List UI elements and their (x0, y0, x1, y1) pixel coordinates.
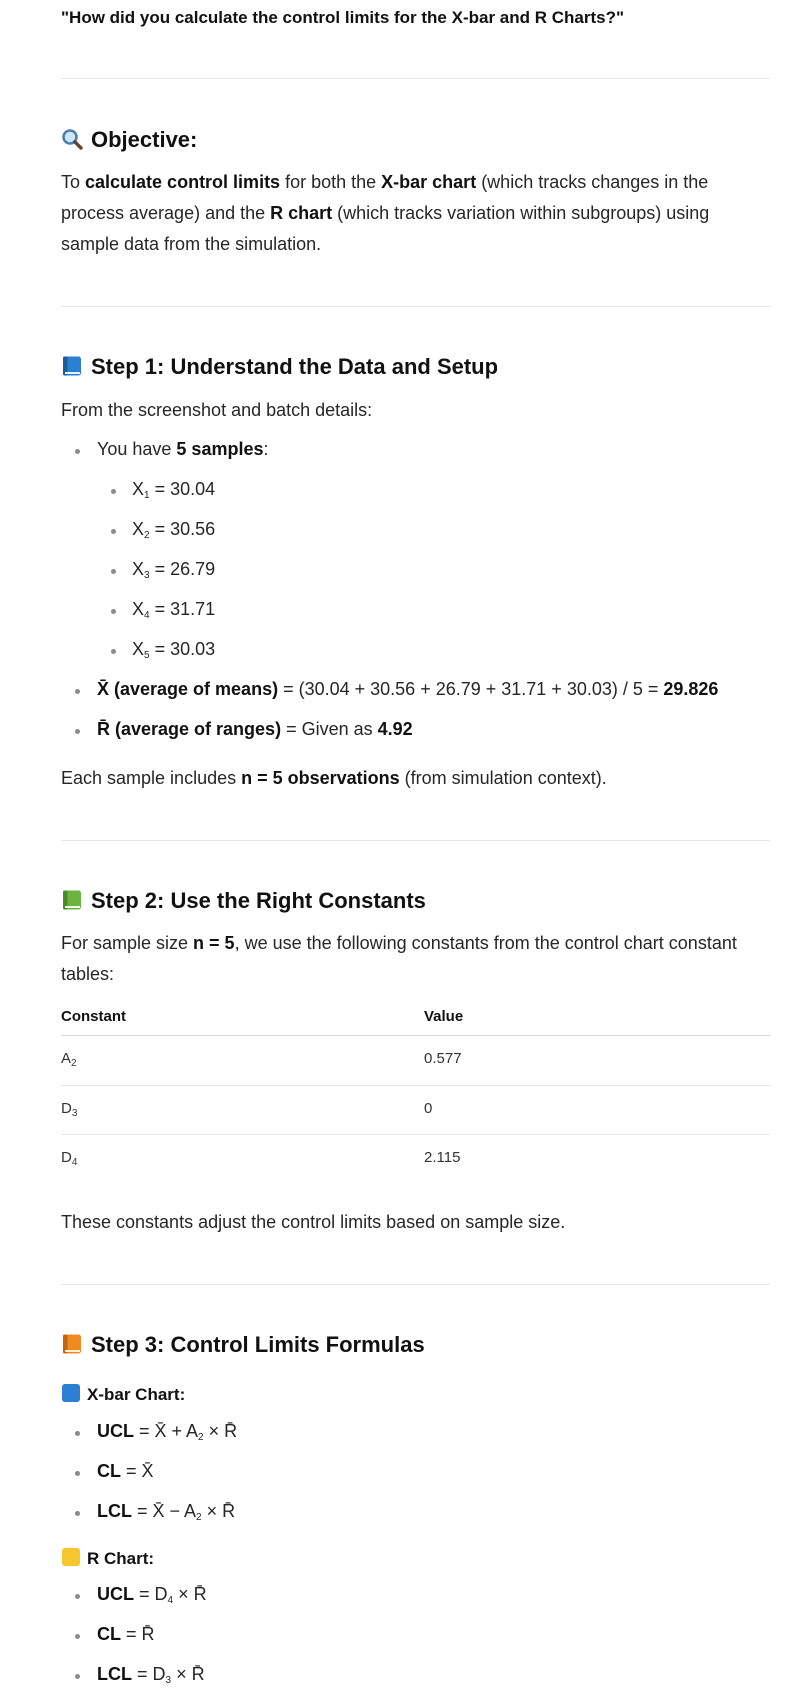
table-header-constant: Constant (61, 1008, 126, 1025)
sample-item (132, 479, 215, 501)
constants-table (61, 1003, 770, 1168)
bold-text: X-bar chart (381, 172, 477, 192)
bullet (75, 1634, 80, 1639)
text: = X̄ − A (132, 1501, 197, 1521)
text: X (132, 479, 145, 499)
green-book-icon (61, 889, 83, 911)
bullet (75, 1594, 80, 1599)
xbar-cl (97, 1461, 154, 1482)
bullet (111, 569, 116, 574)
bold-text: LCL (97, 1664, 132, 1684)
xbar-chart-title-text: X-bar Chart: (87, 1385, 186, 1404)
text: = 26.79 (149, 559, 216, 579)
subscript: 3 (165, 1675, 172, 1686)
text: = D (132, 1664, 166, 1684)
text: = Given as (281, 719, 378, 739)
bold-text: n = 5 observations (241, 768, 400, 788)
objective-heading-text: Objective: (91, 127, 198, 152)
bold-text: UCL (97, 1584, 134, 1604)
bullet (75, 449, 80, 454)
objective-heading (61, 127, 197, 153)
step2-intro (61, 928, 770, 990)
step1-outro (61, 763, 770, 794)
bullet (75, 1511, 80, 1516)
yellow-square-icon (61, 1547, 81, 1567)
divider (61, 78, 770, 79)
text: (which tracks changes in the process average) and the (61, 172, 709, 223)
text: You have (97, 439, 177, 459)
subscript: 2 (144, 530, 150, 541)
bullet (75, 1471, 80, 1476)
table-cell-constant (61, 1050, 77, 1069)
user-question: "How did you calculate the control limits for the X-bar and R Charts?" (61, 8, 625, 27)
step1-heading-text: Step 1: Understand the Data and Setup (91, 354, 499, 379)
bold-text: 5 samples (176, 439, 264, 459)
samples-summary (97, 439, 269, 460)
text: = 30.56 (149, 519, 216, 539)
bullet (75, 1674, 80, 1679)
text: D (61, 1100, 72, 1117)
text: X (132, 639, 145, 659)
text: × R̄ (201, 1501, 236, 1521)
magnifier-icon (61, 128, 83, 150)
table-header-value: Value (424, 1008, 464, 1025)
sample-item (132, 559, 215, 581)
subscript: 5 (144, 650, 150, 661)
table-header-rule (61, 1035, 770, 1036)
table-cell-value: 0 (424, 1100, 433, 1117)
step1-intro: From the screenshot and batch details: (61, 400, 373, 420)
table-row-rule (61, 1085, 770, 1086)
bold-text: R̄ (average of ranges) (97, 719, 282, 739)
text: : (263, 439, 269, 459)
text: (which tracks variation within subgroups) using sample data from the simulation. (61, 203, 710, 254)
sample-item (132, 599, 215, 621)
text: X (132, 599, 145, 619)
text: , we use the following constants from the control chart constant tables: (61, 933, 737, 984)
r-chart-title-text: R Chart: (87, 1549, 155, 1568)
text: D (61, 1149, 72, 1166)
divider (61, 840, 770, 841)
text: For sample size (61, 933, 194, 953)
step3-heading (61, 1332, 425, 1358)
r-cl (97, 1624, 155, 1645)
subscript: 2 (71, 1058, 77, 1069)
text: = X̄ + A (134, 1421, 199, 1441)
xbar-ucl (97, 1421, 237, 1443)
r-chart-title (61, 1547, 154, 1569)
r-ucl (97, 1584, 207, 1606)
blue-square-icon (61, 1383, 81, 1403)
bold-text: CL (97, 1461, 121, 1481)
text: A (61, 1050, 72, 1067)
subscript: 4 (71, 1157, 78, 1168)
step1-heading (61, 354, 498, 380)
text: = (30.04 + 30.56 + 26.79 + 31.71 + 30.03) / 5 = (278, 679, 664, 699)
text: × R̄ (173, 1584, 207, 1604)
step2-heading (61, 888, 426, 914)
bold-text: CL (97, 1624, 121, 1644)
table-cell-value: 0.577 (424, 1050, 462, 1067)
bold-text: 4.92 (377, 719, 413, 739)
text: = 31.71 (149, 599, 216, 619)
subscript: 1 (144, 490, 150, 501)
subscript: 4 (167, 1595, 174, 1606)
divider (61, 306, 770, 307)
text: X (132, 519, 145, 539)
text: To (61, 172, 86, 192)
divider (61, 1284, 770, 1285)
bullet (111, 529, 116, 534)
subscript: 4 (144, 610, 150, 621)
text: × R̄ (203, 1421, 238, 1441)
r-lcl (97, 1664, 205, 1686)
bold-text: UCL (97, 1421, 134, 1441)
text: = R̄ (121, 1624, 155, 1644)
bullet (75, 729, 80, 734)
xbar-lcl (97, 1501, 235, 1523)
bold-text: LCL (97, 1501, 132, 1521)
bold-text: X̄ (average of means) (97, 679, 279, 699)
xbar-average (97, 679, 718, 700)
rbar-average (97, 719, 413, 740)
sample-item (132, 519, 215, 541)
subscript: 3 (71, 1108, 78, 1119)
text: = X̄ (121, 1461, 154, 1481)
table-cell-value: 2.115 (424, 1149, 461, 1166)
xbar-chart-title (61, 1383, 185, 1405)
objective-paragraph (61, 167, 770, 260)
bullet (75, 1431, 80, 1436)
text: Each sample includes (61, 768, 242, 788)
subscript: 2 (198, 1432, 204, 1443)
text: for both the (280, 172, 382, 192)
orange-book-icon (61, 1333, 83, 1355)
table-cell-constant (61, 1100, 77, 1119)
bold-text: 29.826 (663, 679, 719, 699)
bold-text: R chart (270, 203, 333, 223)
text: = D (134, 1584, 168, 1604)
bold-text: n = 5 (193, 933, 235, 953)
text: (from simulation context). (399, 768, 607, 788)
table-cell-constant (61, 1149, 77, 1168)
bullet (111, 609, 116, 614)
text: = 30.03 (149, 639, 216, 659)
sample-item (132, 639, 215, 661)
blue-book-icon (61, 355, 83, 377)
bullet (111, 649, 116, 654)
bullet (111, 489, 116, 494)
text: X (132, 559, 145, 579)
table-row-rule (61, 1134, 770, 1135)
bold-text: calculate control limits (85, 172, 281, 192)
step2-outro: These constants adjust the control limits based on sample size. (61, 1212, 566, 1232)
text: × R̄ (171, 1664, 205, 1684)
step2-heading-text: Step 2: Use the Right Constants (91, 888, 426, 913)
step3-heading-text: Step 3: Control Limits Formulas (91, 1332, 425, 1357)
subscript: 3 (144, 570, 150, 581)
subscript: 2 (196, 1512, 202, 1523)
bullet (75, 689, 80, 694)
text: = 30.04 (149, 479, 216, 499)
